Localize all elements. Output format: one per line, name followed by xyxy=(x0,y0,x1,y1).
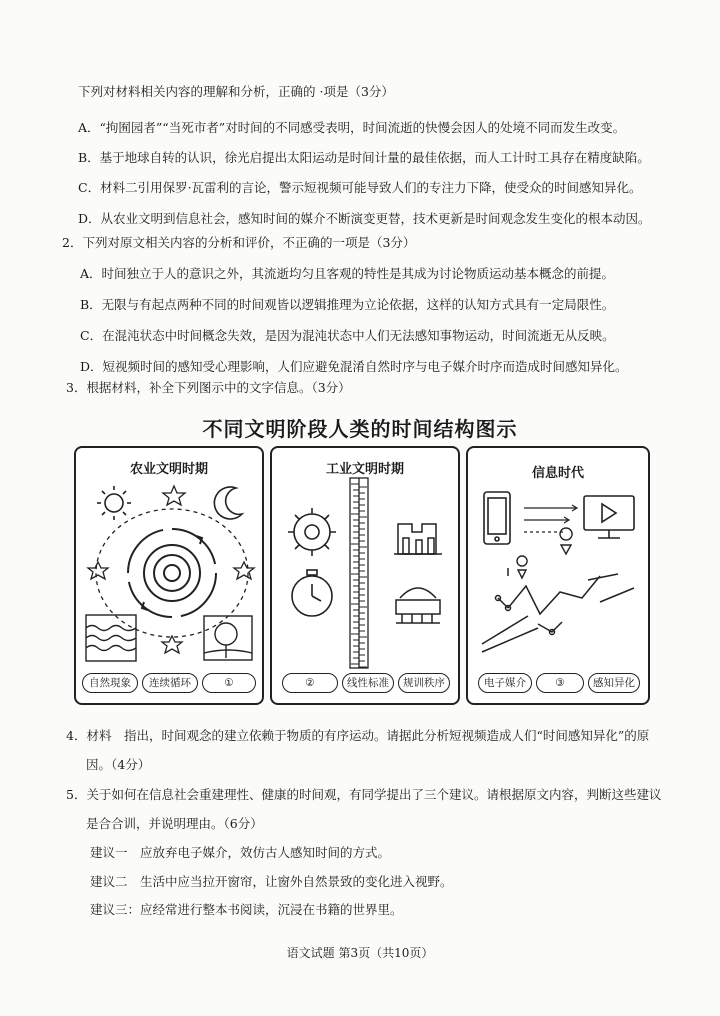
video-monitor-icon xyxy=(584,496,634,538)
q5-suggestion-1: 建议一 应放弃电子媒介，效仿古人感知时间的方式。 xyxy=(90,845,391,860)
panel-industry xyxy=(270,446,460,705)
tag-linear-standard: 线性标准 xyxy=(342,673,394,693)
panel-agriculture-title: 农业文明时期 xyxy=(129,462,208,477)
sun-icon xyxy=(97,486,131,520)
q2-option-d: D．短视频时间的感知受心理影响，人们应避免混淆自然时序与电子媒介时序而造成时间感知异化。 xyxy=(80,359,628,374)
q1-option-a: A．“拘囿园者”“当死市者”对时间的不同感受表明，时间流逝的快慢会因人的处境不同而发生改变。 xyxy=(78,120,626,135)
tag-discipline-order: 规训秩序 xyxy=(398,673,450,693)
q3-stem: 3．根据材料，补全下列图示中的文字信息。（3分） xyxy=(66,380,351,395)
q1-option-b: B．基于地球自转的认识，徐光启提出太阳运动是时间计量的最佳依据，而人工计时工具存在精度缺陷。 xyxy=(78,150,650,165)
waves-icon xyxy=(86,615,136,661)
tag-natural-phenomena: 自然現象 xyxy=(82,673,138,693)
q5-line2: 是合合训，并说明理由。（6分） xyxy=(86,816,263,831)
star-icon-left xyxy=(88,562,108,579)
panel-industry-title: 工业文明时期 xyxy=(325,462,404,477)
gear-icon xyxy=(288,508,336,556)
star-icon-bottom xyxy=(162,636,182,653)
moon-icon xyxy=(214,487,242,519)
star-icon-right xyxy=(234,562,254,579)
q4-line1: 4．材料 指出，时间观念的建立依赖于物质的有序运动。请据此分析短视频造成人们“时间感知异化”的原 xyxy=(66,728,650,743)
q5-line1: 5．关于如何在信息社会重建理性、健康的时间观，有同学提出了三个建议。请根据原文内容，判断这些建议 xyxy=(66,787,662,802)
q2-option-c: C．在混沌状态中时间概念失效，是因为混沌状态中人们无法感知事物运动，时间流逝无从反映。 xyxy=(80,328,615,343)
q2-option-a: A．时间独立于人的意识之外，其流逝均匀且客观的特性是其成为讨论物质运动基本概念的前提。 xyxy=(80,266,615,281)
panel-information-title: 信息时代 xyxy=(531,466,584,481)
panel-agriculture xyxy=(74,446,264,705)
panel-information xyxy=(466,446,650,705)
q1-stem: 下列对材料相关内容的理解和分析，正确的 ·项是（3分） xyxy=(78,84,394,99)
figure-title: 不同文明阶段人类的时间结构图示 xyxy=(202,417,518,441)
q4-line2: 因。（4分） xyxy=(86,757,151,772)
blank-2: ② xyxy=(282,673,338,693)
railway-icon xyxy=(396,588,440,623)
q5-suggestion-2: 建议二 生活中应当拉开窗帘，让窗外自然景致的变化进入视野。 xyxy=(90,874,453,889)
factory-icon xyxy=(394,524,442,554)
q2-option-b: B．无限与有起点两种不同的时间观皆以逻辑推理为立论依据，这样的认知方式具有一定局限性。 xyxy=(80,297,615,312)
blank-1: ① xyxy=(202,673,256,693)
information-illustration xyxy=(468,448,648,703)
tree-icon xyxy=(204,616,252,660)
stopwatch-icon xyxy=(292,570,332,616)
q1-option-c: C．材料二引用保罗·瓦雷利的言论，警示短视频可能导致人们的专注力下降，使受众的时间感知异化。 xyxy=(78,180,642,195)
blank-3: ③ xyxy=(536,673,584,693)
tag-electronic-media: 电子媒介 xyxy=(478,673,532,693)
q1-option-d: D．从农业文明到信息社会，感知时间的媒介不断演变更替，技术更新是时间观念发生变化的根本动因。 xyxy=(78,211,651,226)
tag-perception-alienation: 感知异化 xyxy=(588,673,640,693)
network-lines-icon xyxy=(482,568,634,652)
cycle-arrows-icon xyxy=(128,529,216,617)
tag-continuous-cycle: 连续循环 xyxy=(142,673,198,693)
q5-suggestion-3: 建议三：应经常进行整本书阅读，沉浸在书籍的世界里。 xyxy=(90,902,403,917)
location-pin-icon-2 xyxy=(517,556,527,578)
page-footer: 语文试题 第3页（共10页） xyxy=(286,946,434,960)
phone-icon xyxy=(484,492,510,544)
star-icon-top xyxy=(163,486,185,505)
agriculture-illustration xyxy=(76,448,262,703)
q2-stem: 2．下列对原文相关内容的分析和评价，不正确的一项是（3分） xyxy=(62,235,416,250)
industry-illustration xyxy=(272,448,458,703)
